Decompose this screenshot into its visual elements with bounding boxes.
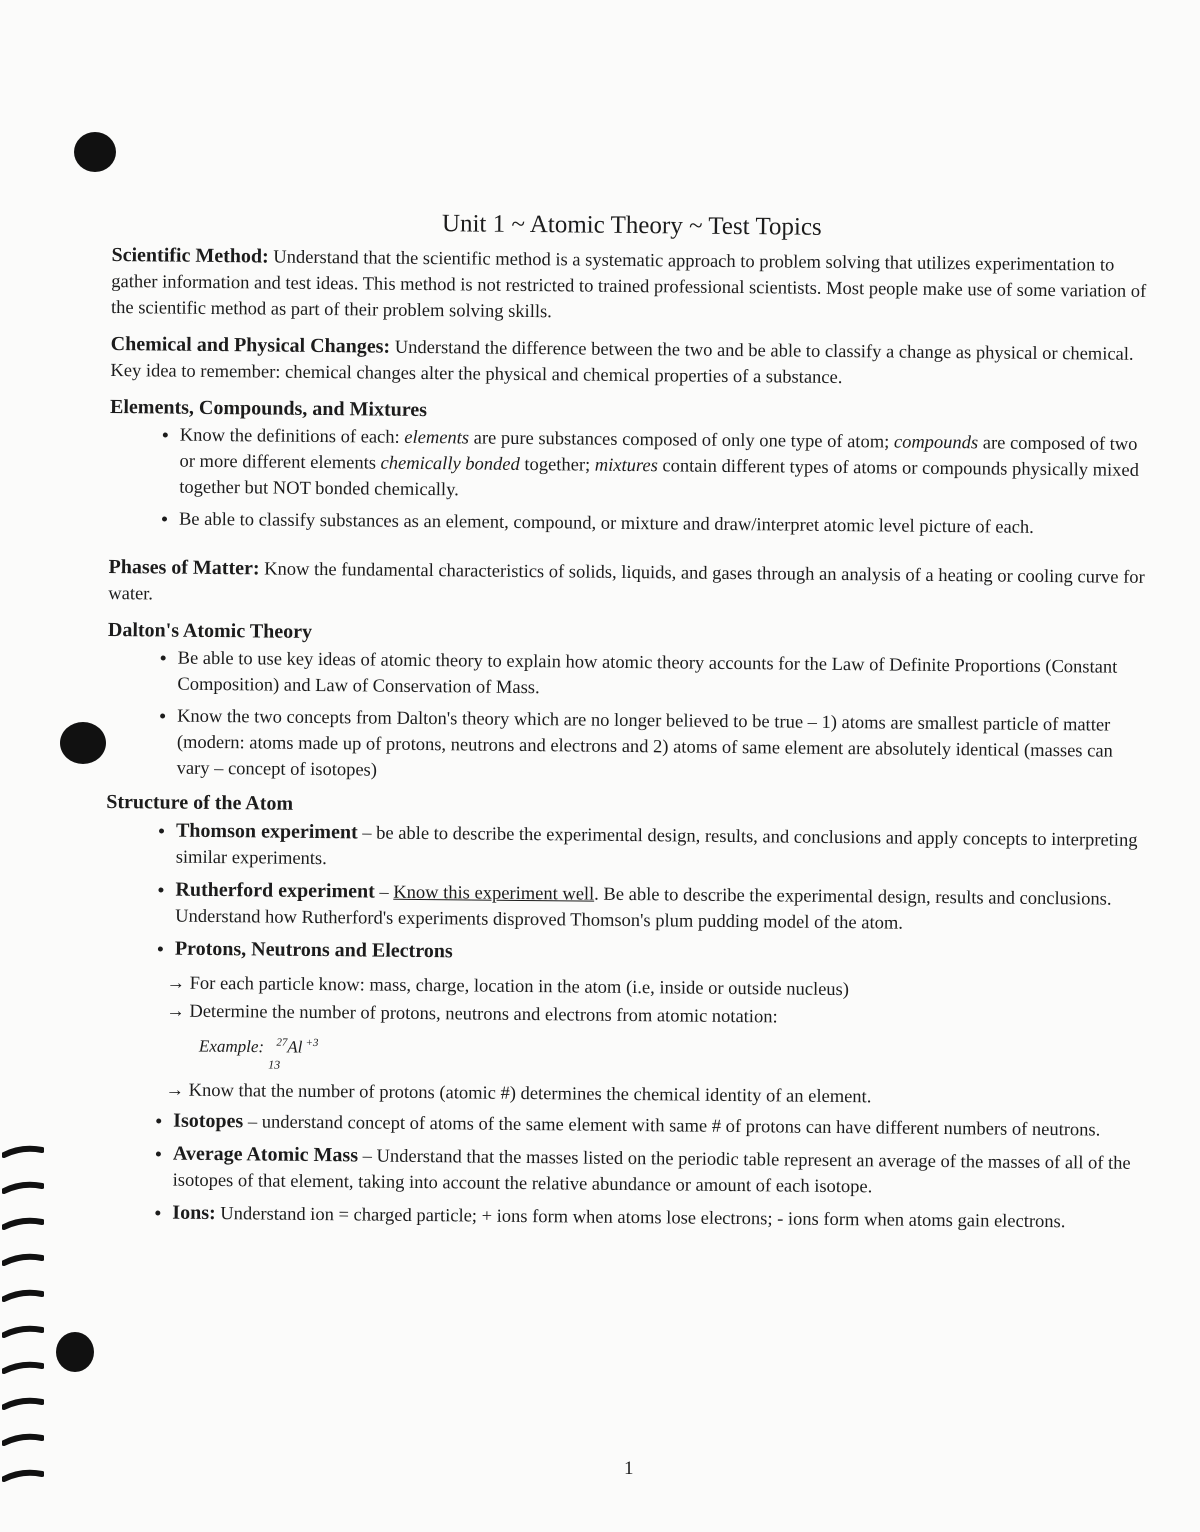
arrow-note: → Determine the number of protons, neutrons and electrons from atomic notation:	[166, 1001, 778, 1028]
list-item	[176, 818, 1146, 880]
term-elements: elements	[404, 427, 470, 449]
document-page	[102, 208, 1152, 1244]
ecm-list	[109, 422, 1150, 542]
phases-label: Phases of Matter:	[108, 555, 260, 580]
list-item: • Be able to classify substances as an element, compound, or mixture and draw/interpret atomic level picture of each.	[179, 507, 1149, 542]
phases-text: Know the fundamental characteristics of solids, liquids, and gases through an analysis of a heating or cooling curve for water.	[108, 559, 1145, 605]
ecm-text: contain different types of atoms or compounds physically mixed together but NOT bonded chemically.	[179, 456, 1139, 501]
dalton-list	[106, 645, 1147, 791]
list-item	[175, 877, 1145, 939]
phases-section	[108, 554, 1148, 617]
structure-list-2	[102, 1107, 1143, 1236]
ecm-text: Know the definitions of each:	[179, 425, 405, 448]
isotopes-label: Isotopes	[173, 1109, 244, 1132]
thomson-text: – be able to describe the experimental design, results, and conclusions and apply concepts to interpreting similar experiments.	[175, 823, 1138, 870]
list-item: • Be able to use key ideas of atomic theory to explain how atomic theory accounts for the Law of Definite Proportions (Constant Composition) and Law of Conservation of Mass.	[177, 646, 1147, 707]
term-compounds: compounds	[893, 432, 979, 454]
structure-list	[105, 817, 1146, 972]
binder-hole	[56, 1332, 94, 1372]
page-title: Unit 1 ~ Atomic Theory ~ Test Topics	[441, 210, 822, 241]
atomic-notation	[268, 1030, 319, 1072]
list-item	[175, 936, 1145, 972]
list-item	[179, 423, 1150, 510]
changes-text: Understand the difference between the two and be able to classify a change as physical or chemical. Key idea to remember: chemical changes alter the physical and chemical properties of a substance.	[110, 337, 1134, 389]
dalton-heading: Dalton's Atomic Theory	[107, 618, 313, 643]
scientific-method-text: Understand that the scientific method is a systematic approach to problem solving that utilizes experimentation to gather information and test ideas. This method is not restricted to trained professional scientists. Most people make use of some variation of the scientific method as part of their problem solving skills.	[110, 247, 1147, 323]
rutherford-dash: –	[374, 882, 394, 903]
ions-label: Ions:	[172, 1201, 216, 1224]
binder-hole	[60, 722, 106, 764]
list-item: • Know the two concepts from Dalton's theory which are no longer believed to be true – 1) atoms are smallest particle of matter (modern: atoms made up of protons, neutrons and electrons and 2) atoms of same element are absolutely identical (masses can vary – concept of isotopes)	[176, 704, 1147, 791]
pne-label: Protons, Neutrons and Electrons	[174, 937, 453, 963]
scientific-method-section	[111, 242, 1152, 331]
rutherford-label: Rutherford experiment	[175, 878, 375, 903]
page-number: 1	[624, 1458, 634, 1479]
structure-heading: Structure of the Atom	[106, 790, 294, 815]
arrow-note: → Know that the number of protons (atomic #) determines the chemical identity of an element.	[165, 1080, 872, 1107]
term-chemically-bonded: chemically bonded	[380, 453, 520, 475]
ion-charge: +3	[305, 1036, 319, 1050]
list-item	[173, 1140, 1143, 1202]
avg-mass-text: – Understand that the masses listed on the periodic table represent an average of the masses of all of the isotopes of that element, taking into account the relative abundance or amount of each isotope.	[172, 1146, 1131, 1197]
ions-text: Understand ion = charged particle; + ions form when atoms lose electrons; - ions form when atoms gain electrons.	[215, 1203, 1066, 1232]
arrow-note: → For each particle know: mass, charge, location in the atom (i.e, inside or outside nucleus)	[166, 973, 850, 1001]
list-item	[172, 1199, 1142, 1235]
rutherford-underlined: Know this experiment well	[393, 882, 595, 905]
example-label: Example:	[198, 1036, 265, 1057]
atomic-notation-example	[198, 1029, 1144, 1072]
ecm-text: are pure substances composed of only one type of atom;	[468, 428, 895, 453]
changes-label: Chemical and Physical Changes:	[110, 332, 391, 358]
thomson-label: Thomson experiment	[175, 819, 358, 844]
ecm-heading: Elements, Compounds, and Mixtures	[109, 395, 428, 422]
list-item	[173, 1107, 1143, 1143]
ecm-text: are composed of two or more different elements	[179, 433, 1138, 474]
mass-number: 27	[276, 1036, 288, 1049]
atomic-number: 13	[268, 1057, 281, 1072]
element-symbol: Al	[287, 1037, 303, 1057]
changes-section	[110, 331, 1150, 394]
avg-mass-label: Average Atomic Mass	[172, 1142, 359, 1167]
ecm-text: together;	[519, 454, 595, 476]
term-mixtures: mixtures	[594, 455, 658, 477]
scientific-method-label: Scientific Method:	[111, 243, 269, 268]
binder-hole	[74, 132, 116, 172]
isotopes-text: – understand concept of atoms of the same element with same # of protons can have different numbers of neutrons.	[243, 1111, 1101, 1141]
rutherford-text: . Be able to describe the experimental design, results and conclusions. Understand how Rutherford's experiments disproved Thomson's plum pudding model of the atom.	[175, 884, 1112, 934]
